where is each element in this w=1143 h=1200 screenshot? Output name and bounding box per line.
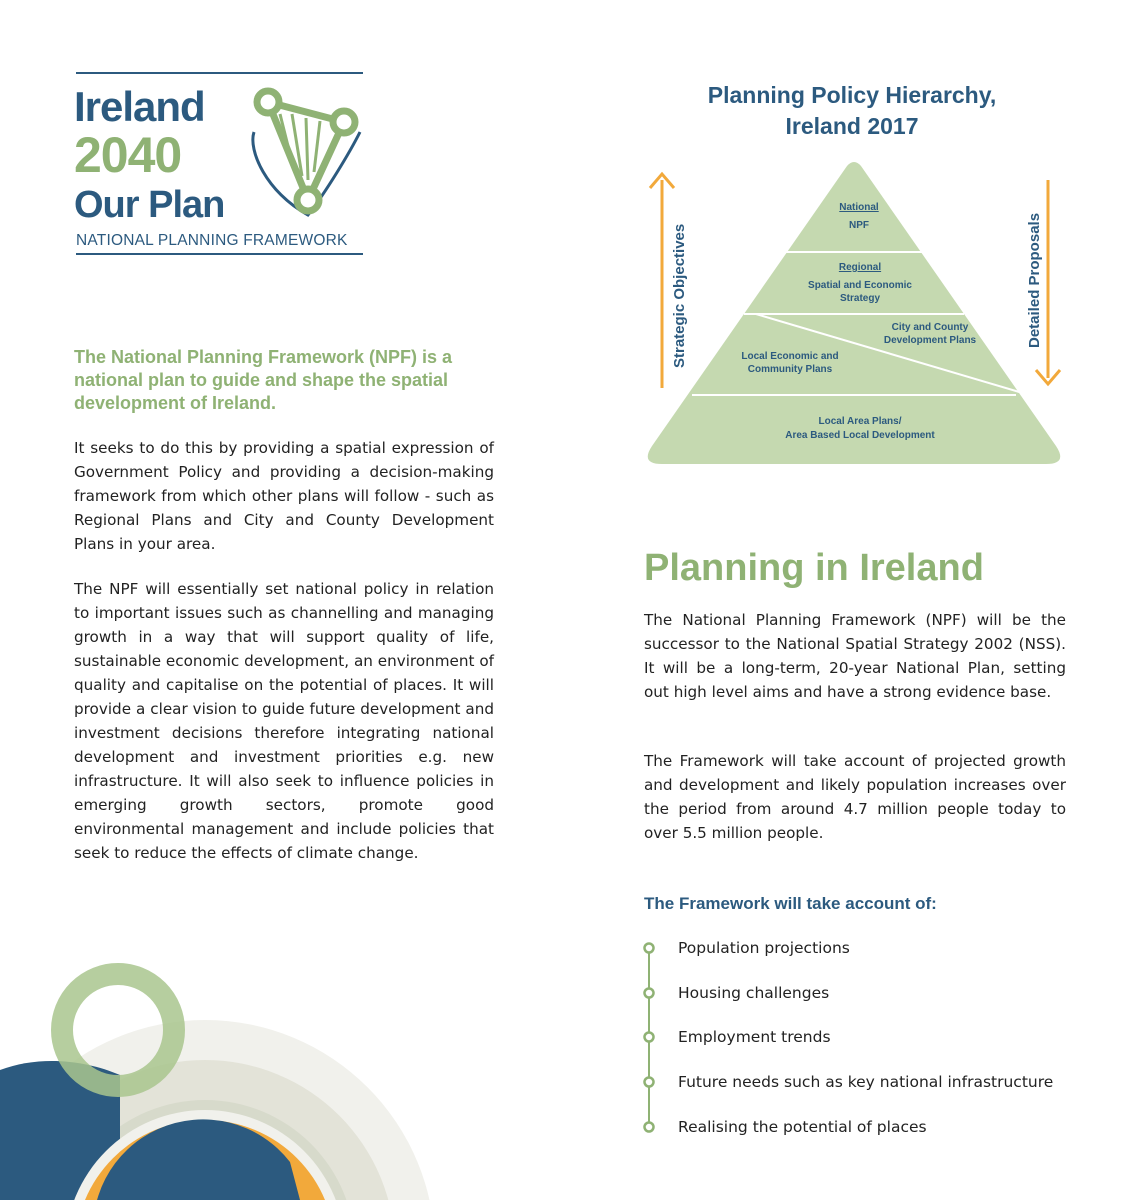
bullet-dot-icon [645,989,654,998]
tier-local-economic-2: Community Plans [747,364,833,375]
hierarchy-title-line-1: Planning Policy Hierarchy, [707,82,997,108]
list-item: Housing challenges [678,984,830,1002]
intro-paragraph-1: It seeks to do this by providing a spatial expression of Government Policy and providing a decision-making framework from which other plans will follow - such as Regional Plans and City and County Development Plans in your area. [74,439,494,553]
list-item: Employment trends [678,1028,831,1046]
intro-paragraph-2: The NPF will essentially set national policy in relation to important issues such as channelling and managing growth in a way that will support quality of life, sustainable economic development, an environment of quality and capitalise on the potential of places. It will provide a clear vision to guide future development and investment decisions therefore integrating national development and investment priorities e.g. new infrastructure. It will also seek to influence policies in emerging growth sectors, promote good environmental management and include policies that seek to reduce the effects of climate change. [74,580,494,862]
tier-city-county-1: City and County [891,322,969,333]
bullet-dot-icon [645,1123,654,1132]
bullet-timeline [640,940,660,1140]
tier-local-area-1: Local Area Plans/ [818,416,902,427]
logo-top-rule [76,72,363,74]
list-item: Realising the potential of places [678,1118,927,1136]
tier-national-heading: National [839,202,879,213]
bullet-dot-icon [645,1078,654,1087]
bullet-dot-icon [645,1033,654,1042]
logo-word-2040: 2040 [74,127,182,183]
tier-regional-body-1: Spatial and Economic [808,280,912,291]
tier-regional-heading: Regional [838,262,882,273]
tier-local-economic-1: Local Economic and [741,351,839,362]
list-item: Population projections [678,939,850,957]
planning-paragraph-1: The National Planning Framework (NPF) will be the successor to the National Spatial Strategy 2002 (NSS). It will be a long-term, 20-year National Plan, setting out high level aims and have a strong evidence base. [644,611,1066,701]
decorative-circles [0,950,440,1200]
intro-lead: The National Planning Framework (NPF) is a national plan to guide and shape the spatial development of Ireland. [74,347,453,413]
logo-word-ireland: Ireland [74,83,205,130]
detailed-proposals-label: Detailed Proposals [1026,212,1043,348]
tier-city-county-2: Development Plans [883,335,977,346]
hierarchy-title-line-2: Ireland 2017 [785,113,919,139]
list-item: Future needs such as key national infrastructure [678,1073,1054,1091]
harp-network-icon [246,80,368,226]
logo-word-our-plan: Our Plan [74,184,225,226]
logo-bottom-rule [76,253,363,255]
hierarchy-title [662,80,1042,142]
tier-regional-body-2: Strategy [839,293,880,304]
tier-local-area-2: Area Based Local Development [785,430,935,441]
framework-list-heading: The Framework will take account of: [644,894,937,913]
logo-subtitle: NATIONAL PLANNING FRAMEWORK [76,232,348,249]
planning-paragraph-2: The Framework will take account of projected growth and development and likely population increases over the period from around 4.7 million people today to over 5.5 million people. [644,752,1066,842]
tier-national-body: NPF [849,220,869,231]
planning-in-ireland-heading: Planning in Ireland [644,547,984,589]
bullet-dot-icon [645,944,654,953]
strategic-objectives-label: Strategic Objectives [671,223,688,368]
